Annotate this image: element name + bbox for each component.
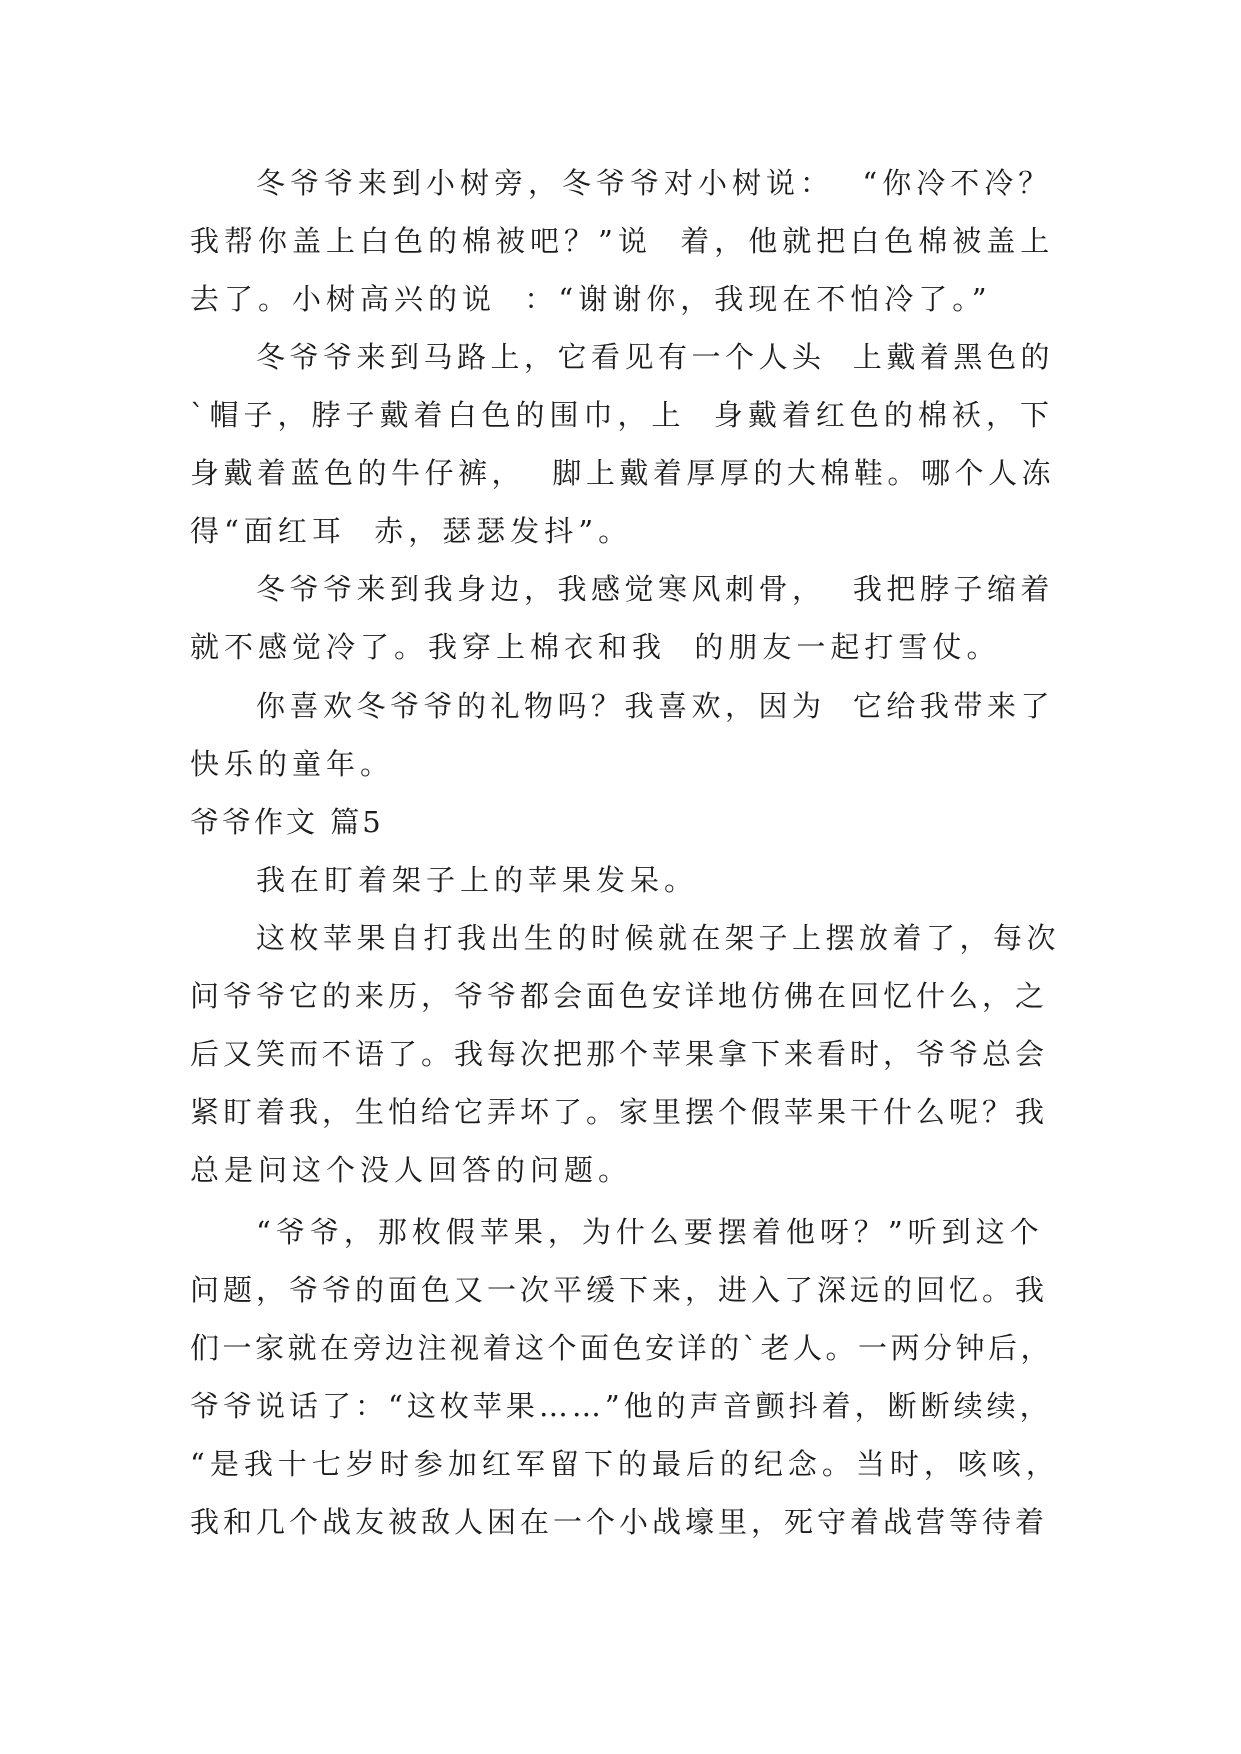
- section-heading: 爷爷作文 篇5: [190, 805, 384, 839]
- text-line: 得“面红耳 赤，瑟瑟发抖”。: [190, 514, 633, 548]
- text-line: 冬爷爷来到我身边，我感觉寒风刺骨， 我把脖子缩着: [256, 572, 1054, 606]
- text-line: 冬爷爷来到马路上，它看见有一个人头 上戴着黑色的: [256, 340, 1054, 374]
- text-line: 们一家就在旁边注视着这个面色安详的`老人。一两分钟后，: [190, 1331, 1054, 1365]
- text-line: 总是问这个没人回答的问题。: [190, 1153, 633, 1187]
- text-line: 冬爷爷来到小树旁，冬爷爷对小树说： “你冷不冷？: [256, 166, 1053, 200]
- text-line: 问题，爷爷的面色又一次平缓下来，进入了深远的回忆。我: [190, 1273, 1049, 1307]
- text-line: 快乐的童年。: [190, 747, 395, 781]
- text-line: “是我十七岁时参加红军留下的最后的纪念。当时，咳咳，: [190, 1447, 1060, 1481]
- text-line: 这枚苹果自打我出生的时候就在架子上摆放着了，每次: [256, 921, 1061, 955]
- text-line: 我在盯着架子上的苹果发呆。: [256, 863, 699, 897]
- text-line: “爷爷，那枚假苹果，为什么要摆着他呀？”听到这个: [256, 1215, 1044, 1249]
- text-line: 身戴着蓝色的牛仔裤， 脚上戴着厚厚的大棉鞋。哪个人冻: [190, 456, 1055, 490]
- text-line: `帽子，脖子戴着白色的围巾，上 身戴着红色的棉袄，下: [190, 398, 1054, 432]
- text-line: 你喜欢冬爷爷的礼物吗？我喜欢，因为 它给我带来了: [256, 689, 1054, 723]
- text-line: 后又笑而不语了。我每次把那个苹果拿下来看时，爷爷总会: [190, 1037, 1049, 1071]
- text-line: 爷爷说话了：“这枚苹果……”他的声音颤抖着，断断续续，: [190, 1389, 1053, 1423]
- text-line: 我帮你盖上白色的棉被吧？”说 着，他就把白色棉被盖上: [190, 224, 1055, 258]
- text-line: 就不感觉冷了。我穿上棉衣和我 的朋友一起打雪仗。: [190, 630, 1001, 664]
- text-line: 问爷爷它的来历，爷爷都会面色安详地仿佛在回忆什么，之: [190, 979, 1049, 1013]
- text-line: 我和几个战友被敌人困在一个小战壕里，死守着战营等待着: [190, 1505, 1049, 1539]
- text-line: 去了。小树高兴的说 ：“谢谢你，我现在不怕冷了。”: [190, 282, 992, 316]
- text-line: 紧盯着我，生怕给它弄坏了。家里摆个假苹果干什么呢？我: [190, 1095, 1049, 1129]
